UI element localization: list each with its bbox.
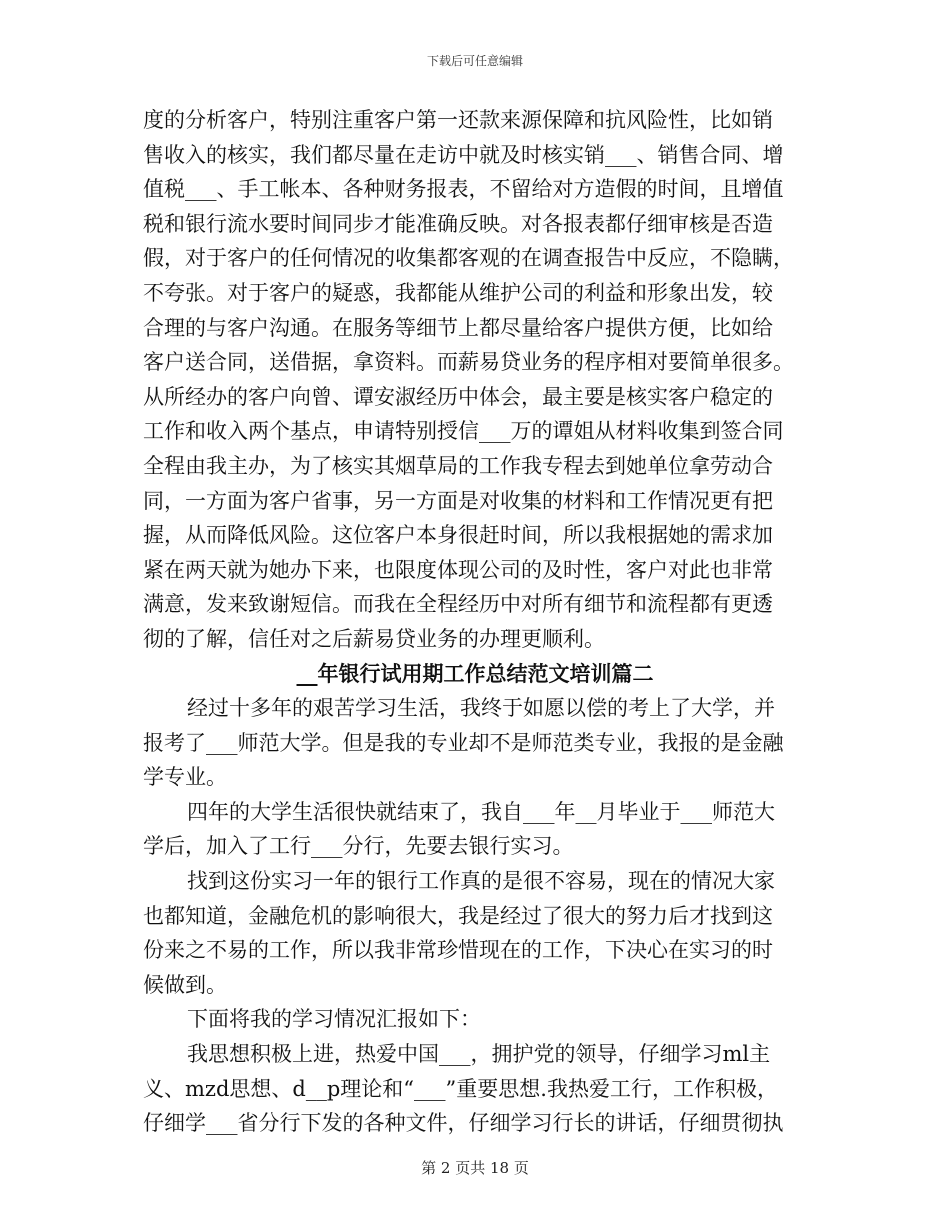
text-line: 假，对于客户的任何情况的收集都客观的在调查报告中反应，不隐瞒， xyxy=(143,246,794,271)
text-line: 份来之不易的工作，所以我非常珍惜现在的工作，下决心在实习的时 xyxy=(143,938,773,963)
text-line: 义、mzd思想、d__p理论和“___”重要思想.我热爱工行，工作积极， xyxy=(143,1076,778,1101)
text-line: 客户送合同，送借据，拿资料。而薪易贷业务的程序相对要简单很多。 xyxy=(143,350,794,375)
text-line: 从所经办的客户向曾、谭安淑经历中体会，最主要是核实客户稳定的 xyxy=(143,384,773,409)
page-footer: 第 2 页共 18 页 xyxy=(421,1159,529,1177)
text-line: 候做到。 xyxy=(143,972,227,997)
text-line: 学专业。 xyxy=(143,765,227,790)
text-line: 握，从而降低风险。这位客户本身很赶时间，所以我根据她的需求加 xyxy=(143,523,773,548)
text-line: 找到这份实习一年的银行工作真的是很不容易，现在的情况大家 xyxy=(187,869,775,894)
text-line: 学后，加入了工行___分行，先要去银行实习。 xyxy=(143,834,574,859)
text-line: 全程由我主办，为了核实其烟草局的工作我专程去到她单位拿劳动合 xyxy=(143,453,773,478)
text-line: 售收入的核实，我们都尽量在走访中就及时核实销___、销售合同、增 xyxy=(143,142,784,167)
document-body xyxy=(143,103,807,1141)
text-line: 税和银行流水要时间同步才能准确反映。对各报表都仔细审核是否造 xyxy=(143,211,773,236)
text-line: 同，一方面为客户省事，另一方面是对收集的材料和工作情况更有把 xyxy=(143,488,773,513)
page-header: 下载后可任意编辑 xyxy=(426,54,523,68)
text-line: 也都知道，金融危机的影响很大，我是经过了很大的努力后才找到这 xyxy=(143,903,773,928)
text-line: 度的分析客户，特别注重客户第一还款来源保障和抗风险性，比如销 xyxy=(143,108,773,132)
text-line: 紧在两天就为她办下来，也限度体现公司的及时性，客户对此也非常 xyxy=(143,557,773,582)
text-line: 报考了___师范大学。但是我的专业却不是师范类专业，我报的是金融 xyxy=(143,730,784,755)
text-line: 工作和收入两个基点，申请特别授信___万的谭姐从材料收集到签合同 xyxy=(143,419,784,444)
text-line: 四年的大学生活很快就结束了，我自___年__月毕业于___师范大 xyxy=(187,799,775,824)
text-line: 满意，发来致谢短信。而我在全程经历中对所有细节和流程都有更透 xyxy=(143,592,773,617)
text-line: 合理的与客户沟通。在服务等细节上都尽量给客户提供方便，比如给 xyxy=(143,315,773,340)
text-line: 仔细学___省分行下发的各种文件，仔细学习行长的讲话，仔细贯彻执 xyxy=(143,1111,784,1136)
text-line: 经过十多年的艰苦学习生活，我终于如愿以偿的考上了大学，并 xyxy=(187,696,775,721)
text-line: 值税___、手工帐本、各种财务报表，不留给对方造假的时间，且增值 xyxy=(143,177,784,202)
text-line: 我思想积极上进，热爱中国___，拥护党的领导，仔细学习ml主 xyxy=(187,1042,771,1067)
text-line: 下面将我的学习情况汇报如下： xyxy=(187,1007,481,1032)
text-line: 不夸张。对于客户的疑惑，我都能从维护公司的利益和形象出发，较 xyxy=(143,280,773,305)
section-title: __年银行试用期工作总结范文培训篇二 xyxy=(296,660,654,686)
text-line: 彻的了解，信任对之后薪易贷业务的办理更顺利。 xyxy=(143,626,605,651)
